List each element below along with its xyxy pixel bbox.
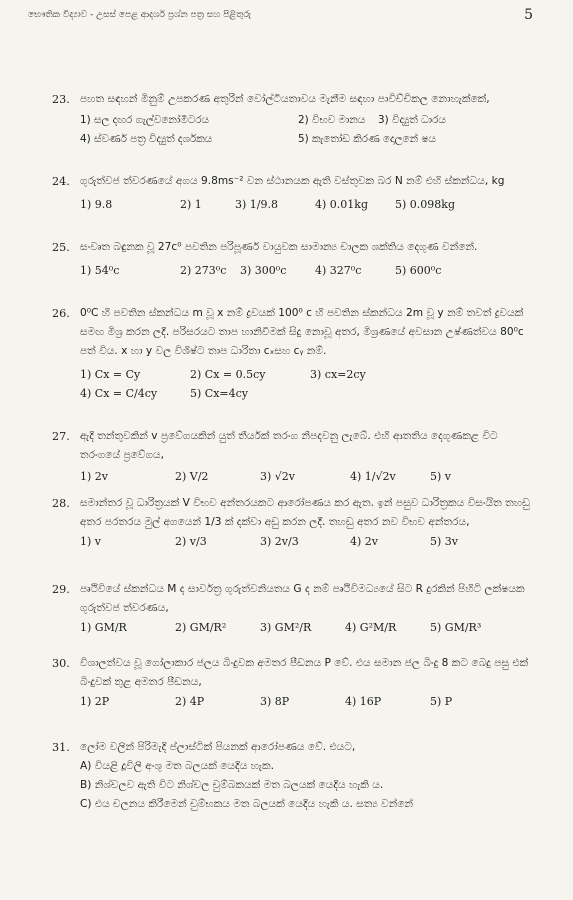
statement-b: B) නිශ්චලව ඇති විට නිශ්චල චුම්බකයක් මත බලයක් යෙදිය හැකි ය. <box>80 779 384 791</box>
statement-a: A) වියළි දූවිලි අංශු මත බලයක් යෙදිය හැක. <box>80 760 274 772</box>
option: 1) 2v <box>80 470 108 483</box>
question-25 <box>52 238 530 280</box>
question-number: 30. <box>52 657 70 670</box>
question-number: 23. <box>52 93 70 106</box>
question-number: 29. <box>52 583 70 596</box>
option: 2) විභව මානය <box>298 114 366 126</box>
option: 4) 16P <box>345 695 382 708</box>
question-24 <box>52 172 530 214</box>
question-23 <box>52 90 530 149</box>
running-header: භෞතික විද්‍යාව - උසස් පෙළ ආදර්ශ ප්‍රශ්න පත්‍ර සහ පිළිතුරු <box>28 10 251 20</box>
option: 5) GM/R³ <box>430 621 482 634</box>
option: 5) 0.098kg <box>395 198 455 211</box>
option: 4) 327⁰c <box>315 264 362 277</box>
option: 5) 600⁰c <box>395 264 442 277</box>
page-number: 5 <box>524 7 533 23</box>
question-number: 26. <box>52 307 70 320</box>
question-number: 27. <box>52 430 70 443</box>
option: 3) √2v <box>260 470 296 483</box>
question-text: සංවෘත බඳුනක වූ 27c⁰ පවතින පරිපූර්ණ වායුවක සාමාන්‍ය චාලක ශක්තිය දෙගුණ වන්නේ. <box>80 241 478 253</box>
option: 2) Cx = 0.5cy <box>190 368 266 381</box>
question-text: සමාන්තර වූ ධාරිත්‍රයක් V විභව අන්තරයකට ආරෝපණය කර ඇත. ඉන් පසුව ධාරිත්‍රකය විසංයිත තහඩු අතර පරතරය මුල් අගයෙන් 1/3 ක් දක්වා අඩු කරන ලදී. තහඩු අතර නව විභව අන්තරය, <box>80 497 530 528</box>
option: 1) 2P <box>80 695 110 708</box>
option: 1) v <box>80 535 102 548</box>
question-number: 31. <box>52 741 70 754</box>
option: 3) විද්‍යුත් ධාරය <box>378 114 446 126</box>
option: 2) 273⁰c <box>180 264 227 277</box>
question-text: පෘථිවියේ ස්කන්ධය M ද සාර්වත්‍ර ගුරුත්වනියතය G ද නම් පෘථිවිමධ්‍යයේ සිට R දුරකින් පිහිටි ලක්ෂයක ගුරුත්වජ ත්වරණය, <box>80 583 525 614</box>
option: 4) 1/√2v <box>350 470 396 483</box>
option: 4) 0.01kg <box>315 198 368 211</box>
question-text: ලෝම වලින් පිරිමැදි ප්ලාස්ටික් පියනක් ආරෝපණය වේ. එයට, <box>80 741 356 753</box>
question-28 <box>52 494 530 551</box>
question-text: පහත සඳහන් මිනුම් උපකරණ අතුරින් වෝල්ටීයතාවය මැනීම සඳහා පාවිච්චිකල නොහැක්කේ, <box>80 93 490 105</box>
option: 2) 4P <box>175 695 205 708</box>
option: 1) Cx = Cy <box>80 368 141 381</box>
question-number: 24. <box>52 175 70 188</box>
question-text: ඇදි තන්තුවකින් v ප්‍රවේගයකින් යුත් තීර්යක් තරංග නිපදවනු ලැබේ. එහි ආතතිය දෙගුණකළ විට තරංගයේ ප්‍රවේගය, <box>80 430 498 461</box>
option: 4) Cx = C/4cy <box>80 387 158 400</box>
option: 5) 3v <box>430 535 458 548</box>
question-number: 28. <box>52 497 70 510</box>
option: 1) 54⁰c <box>80 264 120 277</box>
option: 3) GM²/R <box>260 621 312 634</box>
question-text: විශාලත්වය වූ ගෝලාකාර ජලය බිංදුවක අමතර පීඩනය P වේ. එය සමාන ජල බිංදු 8 කට බෙදු පසු එක් බිංදුවක් තුළ අමතර පීඩනය, <box>80 657 529 688</box>
option: 4) 2v <box>350 535 378 548</box>
question-text: ගුරුත්වජ ත්වරණයේ අගය 9.8ms⁻² වන ස්ථානයක ඇති වස්තුවක බර N නම් එහි ස්කන්ධය, kg <box>80 175 505 187</box>
statement-c: C) එය චලනය කිරීමෙන් චුම්භකය මත බලයක් යෙදිය හැකි ය. සත්‍ය වන්නේ <box>80 798 414 810</box>
option: 3) cx=2cy <box>310 368 366 381</box>
option: 4) ස්වර්ණ පත්‍ර විද්‍යුත් දර්ශකය <box>80 133 213 145</box>
question-27 <box>52 427 530 486</box>
option: 1) 9.8 <box>80 198 113 211</box>
option: 2) GM/R² <box>175 621 227 634</box>
option: 3) 1/9.8 <box>235 198 278 211</box>
option: 5) කැතෝඩ කිරණ දොලනේ ෂය <box>298 133 436 145</box>
question-text: 0⁰C හි පවතින ස්කන්ධය m වූ x නම් ද්‍රවයක් 100⁰ c හි පවතින ස්කන්ධය 2m වූ y නම් තවත් ද්‍රවයක් සමඟ මිශ්‍ර කරන ලදී. පරිසරයට තාප හානිවීමක් සිදු නොවූ අතර, මිශ්‍රණයේ අවසාන උෂ්ණත්වය 80⁰c පත් විය. x හා y වල විශිෂ්ට තාප ධාරිතා cₓසහ cᵧ නම්. <box>80 307 524 357</box>
option: 2) 1 <box>180 198 202 211</box>
question-number: 25. <box>52 241 70 254</box>
option: 1) සල දඟර ගැල්වනෝමීටරය <box>80 114 209 126</box>
question-31 <box>52 738 530 814</box>
option: 5) Cx=4cy <box>190 387 248 400</box>
question-26 <box>52 304 530 403</box>
question-29 <box>52 580 530 637</box>
option: 3) 300⁰c <box>240 264 287 277</box>
option: 2) v/3 <box>175 535 207 548</box>
option: 2) V/2 <box>175 470 209 483</box>
option: 5) v <box>430 470 452 483</box>
option: 1) GM/R <box>80 621 127 634</box>
option: 3) 2v/3 <box>260 535 299 548</box>
option: 5) P <box>430 695 453 708</box>
option: 4) G²M/R <box>345 621 397 634</box>
option: 3) 8P <box>260 695 290 708</box>
question-30 <box>52 654 530 711</box>
